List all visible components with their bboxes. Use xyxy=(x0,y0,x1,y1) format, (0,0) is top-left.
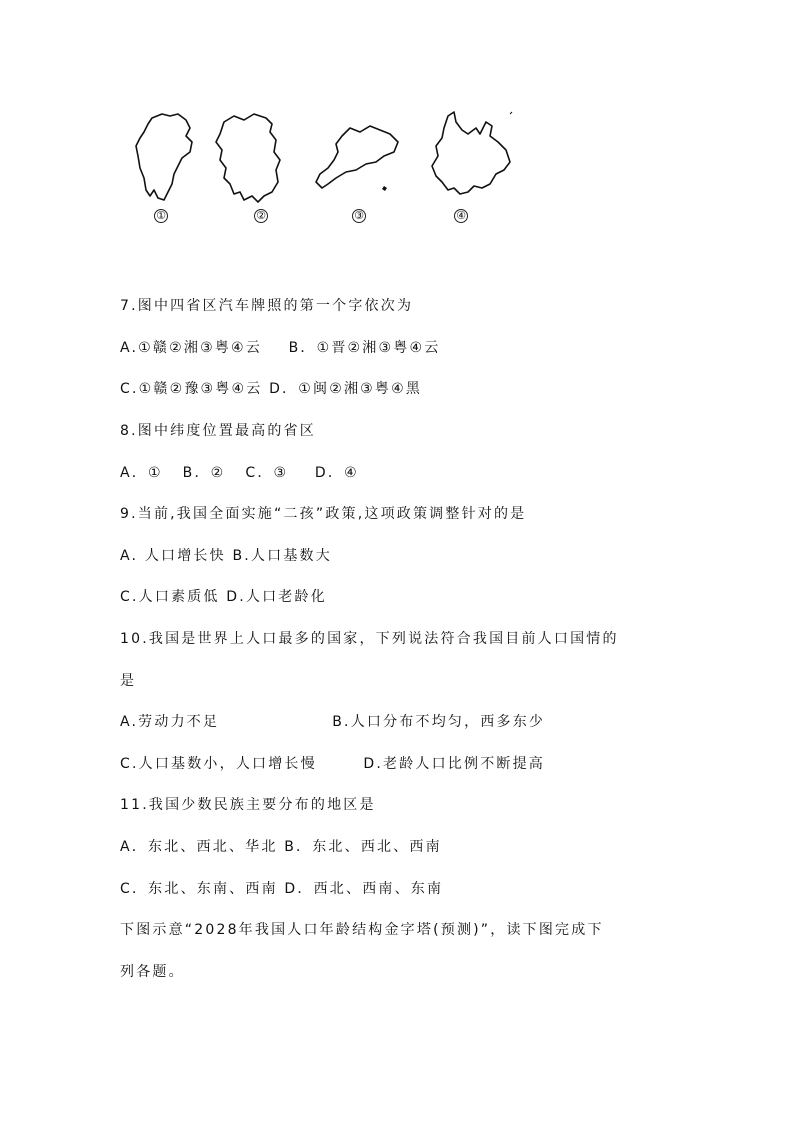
pyramid-intro-line2: 列各题。 xyxy=(120,964,185,980)
q9-stem: 9.当前,我国全面实施“二孩”政策,这项政策调整针对的是 xyxy=(120,506,527,522)
province-map-3 xyxy=(314,108,409,222)
map-label-3: ③ xyxy=(352,209,366,223)
map-label-4: ④ xyxy=(454,209,468,223)
q9-options-cd: C.人口素质低 D.人口老龄化 xyxy=(120,589,327,605)
pyramid-intro-line1: 下图示意“2028年我国人口年龄结构金字塔(预测)”，读下图完成下 xyxy=(120,922,604,938)
province-outline-3 xyxy=(314,108,409,203)
q10-stem-line2: 是 xyxy=(120,673,137,689)
q8-options: A．① B．② C．③ D．④ xyxy=(120,465,359,481)
q7-options-cd: C.①赣②豫③粤④云 D．①闽②湘③粤④黑 xyxy=(120,381,423,397)
q7-options-ab: A.①赣②湘③粤④云 B．①晋②湘③粤④云 xyxy=(120,340,441,356)
province-outline-figure xyxy=(128,108,528,233)
q9-options-ab: A. 人口增长快 B.人口基数大 xyxy=(120,548,332,564)
map-label-2: ② xyxy=(254,209,268,223)
province-outline-2 xyxy=(214,108,284,203)
province-map-4 xyxy=(430,108,515,222)
q10-stem-line1: 10.我国是世界上人口最多的国家，下列说法符合我国目前人口国情的 xyxy=(120,631,619,647)
q10-options-cd: C.人口基数小，人口增长慢 D.老龄人口比例不断提高 xyxy=(120,756,546,772)
map-label-1: ① xyxy=(154,209,168,223)
province-map-1 xyxy=(134,108,196,222)
q7-stem: 7.图中四省区汽车牌照的第一个字依次为 xyxy=(120,298,414,314)
province-outline-4 xyxy=(430,108,515,203)
province-outline-1 xyxy=(134,108,196,203)
q8-stem: 8.图中纬度位置最高的省区 xyxy=(120,423,316,439)
q11-stem: 11.我国少数民族主要分布的地区是 xyxy=(120,797,376,813)
q11-options-ab: A．东北、西北、华北 B．东北、西北、西南 xyxy=(120,839,442,855)
province-map-2 xyxy=(214,108,284,222)
q10-options-ab: A.劳动力不足 B.人口分布不均匀，西多东少 xyxy=(120,714,546,730)
q11-options-cd: C．东北、东南、西南 D．西北、西南、东南 xyxy=(120,881,444,897)
